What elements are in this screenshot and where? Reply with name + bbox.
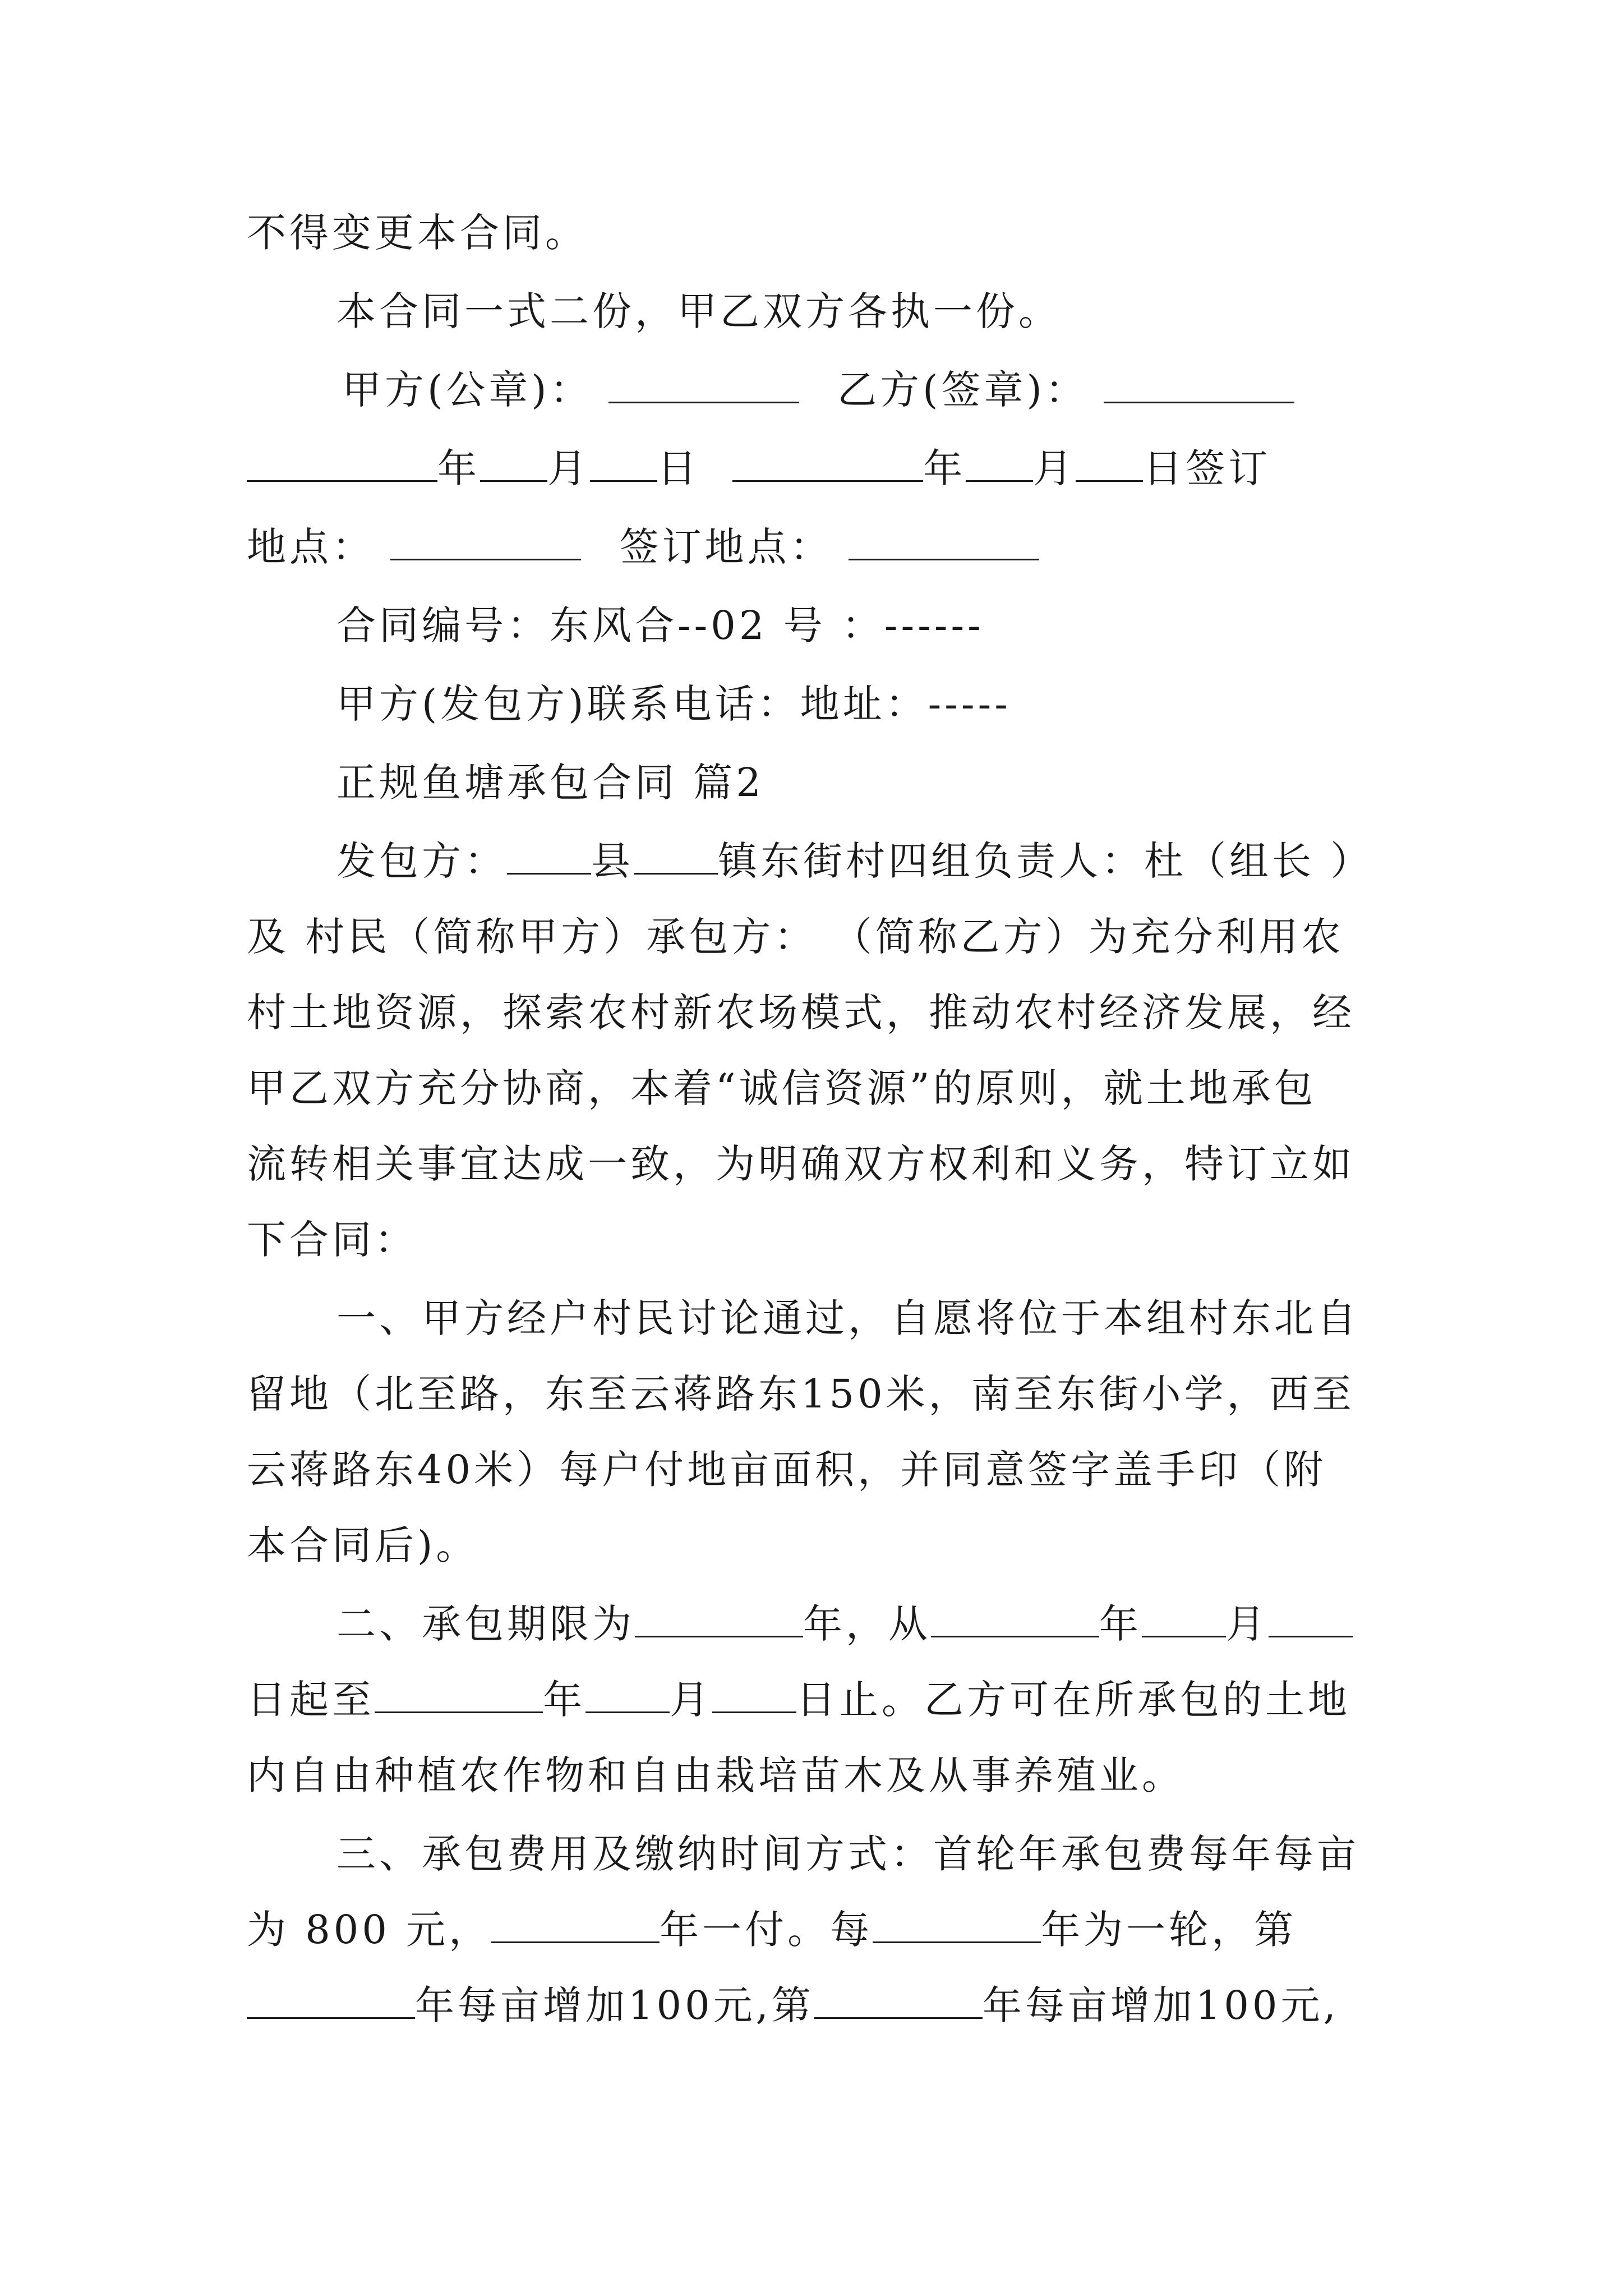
text: 月 (670, 1677, 712, 1723)
text-line (247, 1747, 1391, 1803)
text: 年每亩增加100元, (982, 1982, 1339, 2028)
text-line (247, 1517, 1391, 1573)
blank-field (732, 442, 923, 482)
text: 日起至 (247, 1677, 375, 1723)
text-line (336, 1290, 1481, 1346)
text-line (336, 833, 1481, 889)
text-line (336, 676, 1481, 732)
text: 为 800 元， (247, 1907, 492, 1953)
text: 年 (437, 445, 480, 491)
blank-field (873, 1903, 1041, 1943)
text: 及 村民（简称甲方）承包方： （简称乙方）为充分利用农 (247, 914, 1344, 960)
text: 村土地资源，探索农村新农场模式，推动农村经济发展，经 (247, 990, 1355, 1036)
text: 云蒋路东40米）每户付地亩面积，并同意签字盖手印（附 (247, 1447, 1327, 1493)
text: 日 (657, 445, 700, 491)
text-line (247, 205, 1391, 261)
text: 三、承包费用及缴纳时间方式：首轮年承包费每年每亩 (336, 1831, 1359, 1877)
text: 地点： (247, 524, 375, 570)
text-line (247, 909, 1391, 965)
blank-field (247, 1979, 415, 2019)
text: 年 (1099, 1601, 1142, 1647)
blank-field (931, 1598, 1099, 1637)
text: 县 (591, 838, 634, 884)
text-line (247, 984, 1391, 1041)
text-line (336, 597, 1481, 654)
text: 签订地点： (619, 524, 833, 570)
text: 正规鱼塘承包合同 篇2 (336, 760, 764, 806)
blank-field (590, 442, 657, 482)
text: 年 (543, 1677, 585, 1723)
date-line (247, 440, 1391, 496)
section-heading (336, 754, 1481, 811)
blank-field (390, 521, 581, 560)
text-line (336, 1596, 1481, 1652)
blank-field (480, 442, 547, 482)
blank-field (712, 1673, 796, 1713)
text: 内自由种植农作物和自由栽培苗木及从事养殖业。 (247, 1752, 1184, 1798)
text-line (247, 1136, 1391, 1192)
blank-field (608, 364, 799, 403)
text-line (247, 1442, 1391, 1498)
text: 合同编号：东风合--02 号 ：------ (336, 602, 984, 648)
text: 月 (547, 445, 590, 491)
text: 不得变更本合同。 (247, 210, 588, 256)
blank-field (635, 1598, 803, 1637)
text: 二、承包期限为 (336, 1601, 635, 1647)
blank-field (634, 835, 718, 875)
text: 留地（北至路，东至云蒋路东150米，南至东街小学，西至 (247, 1371, 1355, 1417)
blank-field (1269, 1598, 1353, 1637)
location-line (247, 519, 1391, 575)
text: 流转相关事宜达成一致，为明确双方权利和义务，特订立如 (247, 1141, 1355, 1187)
text: 甲乙双方充分协商，本着“诚信资源”的原则，就土地承包 (247, 1065, 1317, 1111)
text-line (247, 1212, 1391, 1268)
text: 年为一轮，第 (1041, 1907, 1297, 1953)
blank-field (849, 521, 1039, 560)
blank-field (1076, 442, 1143, 482)
text: 镇东街村四组负责人：杜（组长 ） (718, 838, 1373, 884)
blank-field (585, 1673, 670, 1713)
text: 年 (923, 445, 966, 491)
signature-line (342, 362, 1486, 418)
text: 一、甲方经户村民讨论通过，自愿将位于本组村东北自 (336, 1295, 1359, 1341)
text-line (336, 283, 1481, 339)
blank-field (491, 1903, 660, 1943)
text: 月 (1033, 445, 1076, 491)
text: 年每亩增加100元,第 (415, 1982, 814, 2028)
text-line (247, 1060, 1391, 1116)
text: 年，从 (803, 1601, 931, 1647)
blank-field (1142, 1598, 1226, 1637)
text-line (247, 1902, 1391, 1958)
text-line (247, 1672, 1391, 1728)
text: 日止。乙方可在所承包的土地 (796, 1677, 1350, 1723)
text-line (336, 1826, 1481, 1882)
blank-field (1104, 364, 1294, 403)
party-b-seal-label: 乙方(签章)： (837, 367, 1088, 413)
blank-field (507, 835, 591, 875)
text: 发包方： (336, 838, 507, 884)
party-a-seal-label: 甲方(公章)： (342, 367, 593, 413)
text: 年一付。每 (660, 1907, 873, 1953)
text: 下合同： (247, 1217, 417, 1263)
text-line (247, 1977, 1391, 2033)
text: 月 (1226, 1601, 1269, 1647)
blank-field (247, 442, 437, 482)
text: 本合同后)。 (247, 1522, 479, 1568)
blank-field (814, 1979, 983, 2019)
blank-field (966, 442, 1033, 482)
text: 日签订 (1143, 445, 1271, 491)
text-line (247, 1366, 1391, 1422)
text: 甲方(发包方)联系电话：地址：----- (336, 681, 1011, 727)
blank-field (375, 1673, 543, 1713)
text: 本合同一式二份，甲乙双方各执一份。 (336, 288, 1061, 334)
